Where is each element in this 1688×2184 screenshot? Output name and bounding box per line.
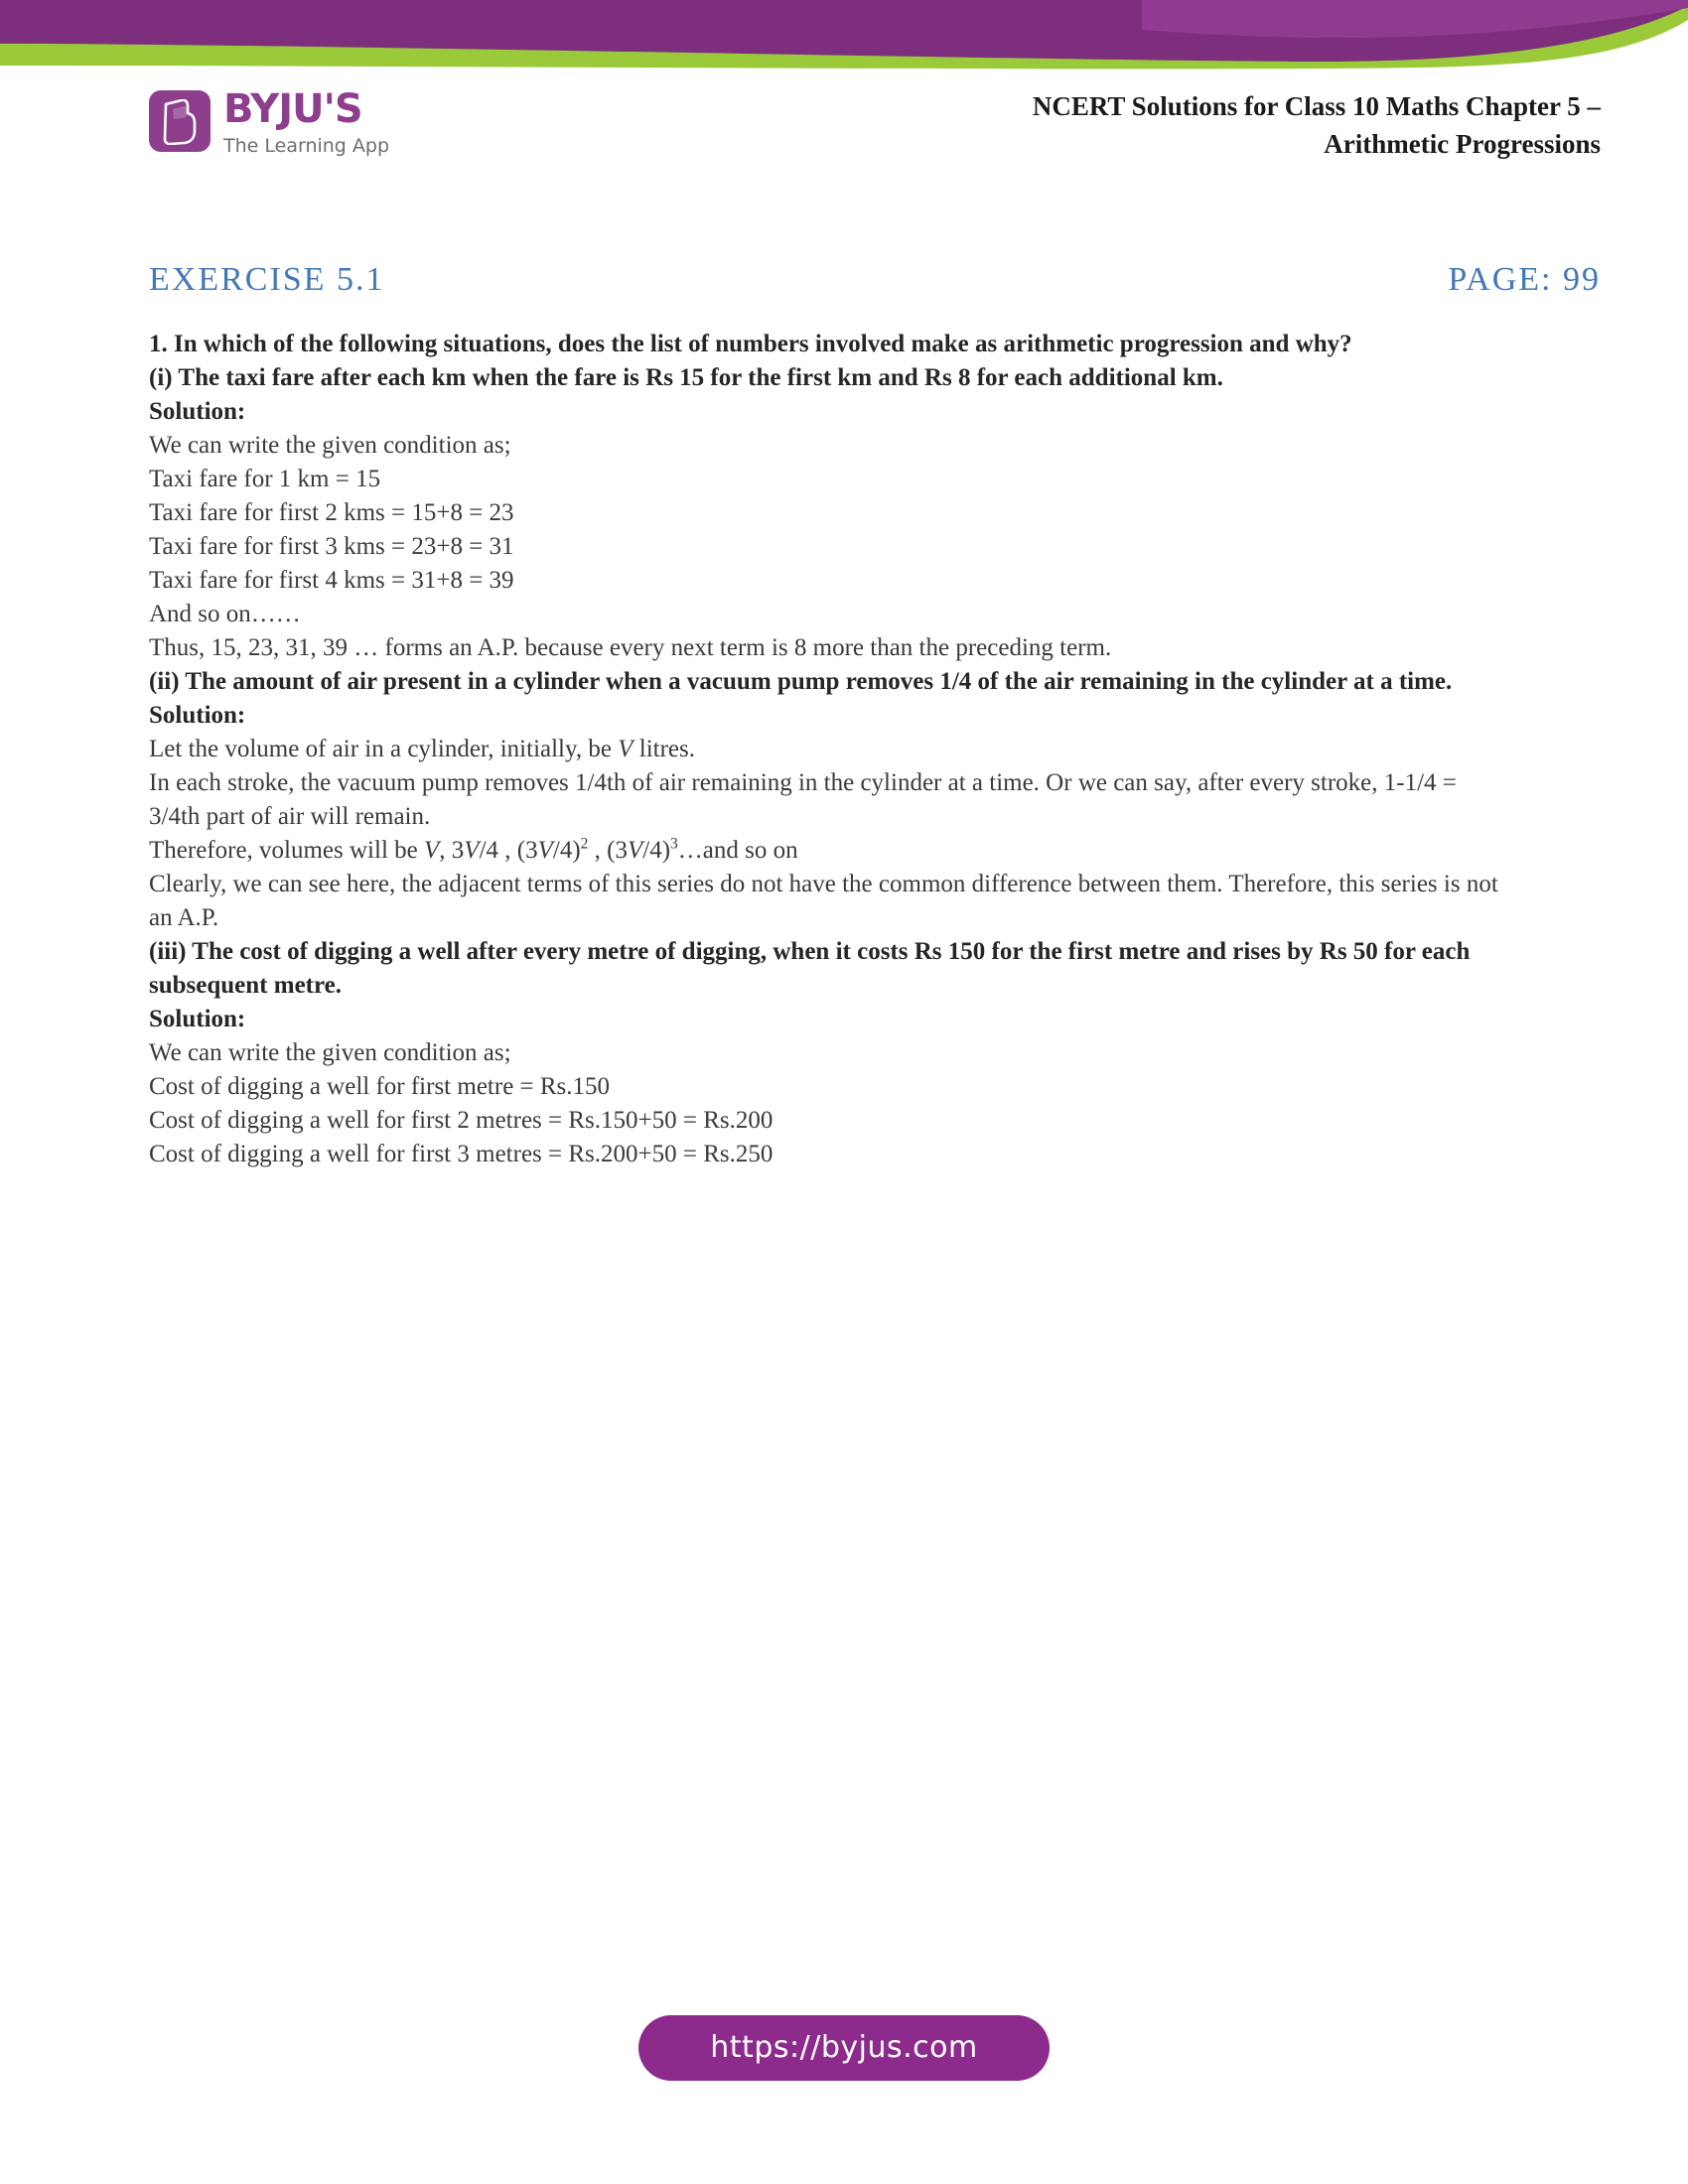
- solution-i-line-1: We can write the given condition as;: [149, 432, 511, 459]
- solution-ii-line-1-post: litres.: [633, 736, 696, 762]
- solution-iii-line-1: We can write the given condition as;: [149, 1039, 511, 1066]
- solution-ii-conclusion: Clearly, we can see here, the adjacent terms of this series do not have the common difference between them. Therefore, this series is not an A.P.: [149, 871, 1498, 931]
- exercise-label: EXERCISE 5.1: [149, 261, 385, 298]
- volumes-sep-3: /4): [552, 837, 581, 864]
- solution-label-ii: Solution:: [149, 702, 246, 729]
- volumes-pre: Therefore, volumes will be: [149, 837, 424, 864]
- page-header: [149, 87, 1601, 195]
- solution-i-line-2: Taxi fare for 1 km = 15: [149, 466, 381, 492]
- volumes-sep-1: , 3: [439, 837, 465, 864]
- page-footer: [0, 2015, 1688, 2081]
- document-content: [149, 328, 1511, 1171]
- decorative-header-bars: [0, 0, 1688, 71]
- document-title-line-1: NCERT Solutions for Class 10 Maths Chapter 5 –: [1032, 91, 1601, 121]
- page-number-label: PAGE: 99: [1448, 261, 1601, 298]
- solution-i-line-6: And so on……: [149, 601, 301, 627]
- solution-i-line-5: Taxi fare for first 4 kms = 31+8 = 39: [149, 567, 514, 594]
- exponent-2: 2: [580, 835, 589, 853]
- byjus-logo-mark-icon: [149, 90, 211, 152]
- document-title-line-2: Arithmetic Progressions: [1324, 129, 1601, 159]
- question-part-iii-prompt: (iii) The cost of digging a well after every metre of digging, when it costs Rs 150 for the first metre and rises by Rs 50 for each subsequent metre.: [149, 938, 1471, 999]
- question-part-ii-prompt: (ii) The amount of air present in a cylinder when a vacuum pump removes 1/4 of the air remaining in the cylinder at a time.: [149, 668, 1453, 695]
- solution-label-i: Solution:: [149, 398, 246, 425]
- byjus-url-button[interactable]: https://byjus.com: [638, 2015, 1049, 2081]
- byjus-logo-tagline: The Learning App: [223, 135, 390, 157]
- volumes-sep-5: /4): [642, 837, 671, 864]
- solution-i-conclusion: Thus, 15, 23, 31, 39 … forms an A.P. because every next term is 8 more than the preceding term.: [149, 634, 1112, 661]
- solution-ii-line-2: In each stroke, the vacuum pump removes 1/4th of air remaining in the cylinder at a time. Or we can say, after every stroke, 1-1/4 = 3/4th part of air will remain.: [149, 769, 1457, 830]
- volumes-sep-2: /4 , (3: [479, 837, 538, 864]
- document-title: [776, 87, 1601, 163]
- byjus-logo: [149, 86, 390, 157]
- solution-ii-line-1: [149, 733, 1511, 766]
- solution-ii-line-3: [149, 834, 1511, 868]
- question-part-i-prompt: (i) The taxi fare after each km when the fare is Rs 15 for the first km and Rs 8 for each additional km.: [149, 364, 1223, 391]
- variable-v-term-4: V: [627, 837, 643, 864]
- variable-v-term-1: V: [424, 837, 440, 864]
- variable-v: V: [618, 736, 633, 762]
- volumes-end: …and so on: [677, 837, 798, 864]
- variable-v-term-2: V: [464, 837, 480, 864]
- solution-label-iii: Solution:: [149, 1006, 246, 1032]
- solution-i-line-4: Taxi fare for first 3 kms = 23+8 = 31: [149, 533, 514, 560]
- solution-i-line-3: Taxi fare for first 2 kms = 15+8 = 23: [149, 499, 514, 526]
- question-1-text: 1. In which of the following situations, does the list of numbers involved make as arithmetic progression and why?: [149, 331, 1352, 357]
- solution-iii-line-3: Cost of digging a well for first 2 metres = Rs.150+50 = Rs.200: [149, 1107, 774, 1134]
- solution-iii-line-2: Cost of digging a well for first metre = Rs.150: [149, 1073, 611, 1100]
- solution-ii-line-1-pre: Let the volume of air in a cylinder, initially, be: [149, 736, 619, 762]
- variable-v-term-3: V: [537, 837, 553, 864]
- solution-iii-line-4: Cost of digging a well for first 3 metres = Rs.200+50 = Rs.250: [149, 1141, 774, 1167]
- byjus-logo-wordmark: BYJU'S: [223, 86, 362, 132]
- exponent-3: 3: [670, 835, 678, 853]
- volumes-sep-4: , (3: [588, 837, 628, 864]
- exercise-page-bar: [149, 260, 1601, 300]
